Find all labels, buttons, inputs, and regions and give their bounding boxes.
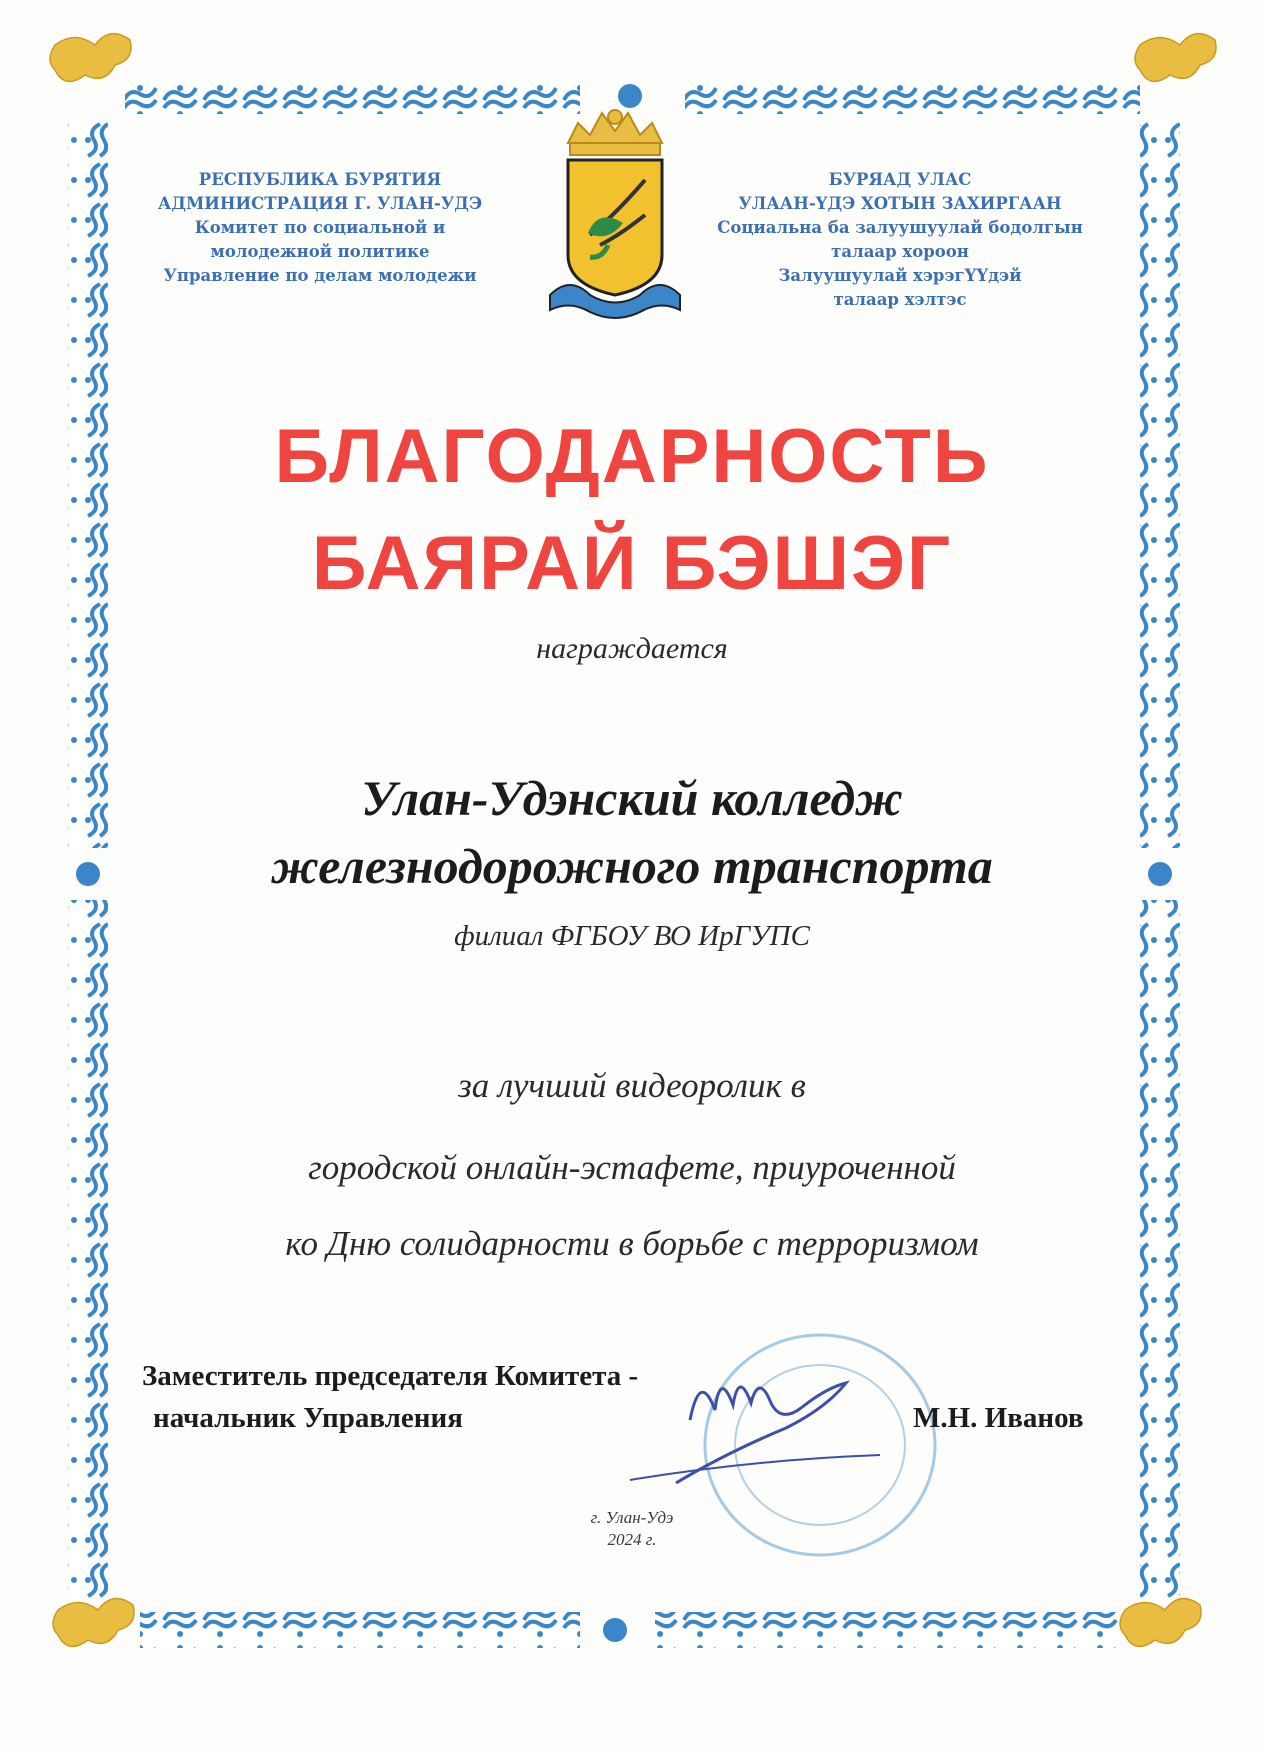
awarded-text: награждается [536,632,728,665]
signer-position-line-2: начальник Управления [153,1402,463,1434]
header-right-line: Залуушуулай хэрэгҮҮдэй [778,266,1022,285]
header-right-line: талаар хороон [831,242,969,261]
reason-line-1: за лучший видеоролик в [458,1066,806,1105]
header-right-line: талаар хэлтэс [833,290,967,309]
header-right-block [705,168,1095,312]
signer-name: М.Н. Иванов [913,1402,1084,1434]
reason-line-3: ко Дню солидарности в борьбе с терроризмом [285,1224,979,1263]
recipient-branch: филиал ФГБОУ ВО ИрГУПС [454,920,810,952]
header-right-line: Социальна ба залуушуулай бодолгын [717,218,1083,237]
header-left-line: молодежной политике [210,242,430,261]
title-buryat: БАЯРАЙ БЭШЭГ [311,521,953,606]
header-right-line: БУРЯАД УЛАС [828,170,972,189]
title-russian: БЛАГОДАРНОСТЬ [274,414,990,499]
coat-of-arms-icon [540,105,690,325]
header-left-line: РЕСПУБЛИКА БУРЯТИЯ [198,170,442,189]
recipient-line-2: железнодорожного транспорта [271,838,993,894]
reason-line-2: городской онлайн-эстафете, приуроченной [308,1148,956,1187]
header-left-line: Комитет по социальной и [194,218,446,237]
header-left-block [125,168,515,288]
signer-position-line-1: Заместитель председателя Комитета - [142,1360,639,1392]
footer-year: 2024 г. [607,1530,657,1549]
header-left-line: АДМИНИСТРАЦИЯ Г. УЛАН-УДЭ [157,194,483,213]
footer-place: г. Улан-Удэ [590,1508,674,1527]
header-left-line: Управление по делам молодежи [163,266,477,285]
handwritten-signature-icon [630,1383,880,1483]
recipient-line-1: Улан-Удэнский колледж [361,770,903,826]
header-right-line: УЛААН-ҮДЭ ХОТЫН ЗАХИРГААН [738,194,1062,213]
